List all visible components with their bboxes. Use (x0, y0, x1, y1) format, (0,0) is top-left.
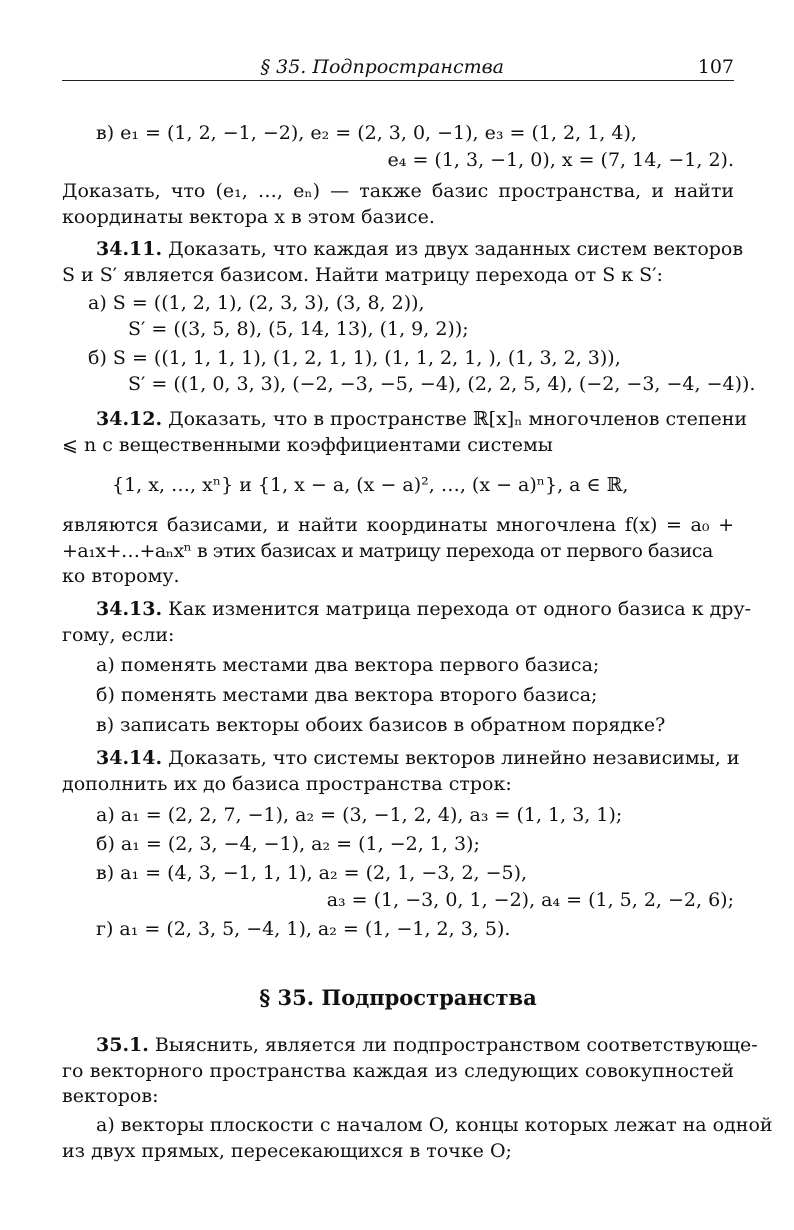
problem-number: 35.1. (96, 1034, 149, 1056)
list-item: б) a₁ = (2, 3, −4, −1), a₂ = (1, −2, 1, 3); (96, 833, 480, 855)
problem-34-10-c-line2: e₄ = (1, 3, −1, 0), x = (7, 14, −1, 2). (387, 149, 734, 171)
text-line: дополнить их до базиса пространства строк: (62, 773, 512, 795)
text-line: го векторного пространства каждая из следующих совокупностей (62, 1060, 734, 1082)
formula-line: S′ = ((3, 5, 8), (5, 14, 13), (1, 9, 2)); (128, 318, 469, 340)
header-title: § 35. Подпространства (260, 56, 504, 78)
list-item-continuation: a₃ = (1, −3, 0, 1, −2), a₄ = (1, 5, 2, −2, 6); (326, 889, 734, 911)
text-line: +a₁x+…+aₙxⁿ в этих базисах и матрицу перехода от первого базиса (62, 540, 713, 562)
section-heading: § 35. Подпространства (259, 985, 537, 1010)
list-item: б) поменять местами два вектора второго базиса; (96, 684, 598, 706)
list-item: а) векторы плоскости с началом O, концы которых лежат на одной (96, 1114, 773, 1136)
running-header (62, 56, 734, 81)
problem-34-11-statement (62, 236, 744, 262)
text-line: из двух прямых, пересекающихся в точке O; (62, 1140, 512, 1162)
text-line: векторов: (62, 1085, 159, 1107)
problem-number: 34.13. (96, 598, 163, 620)
list-item: в) a₁ = (4, 3, −1, 1, 1), a₂ = (2, 1, −3, 2, −5), (96, 862, 528, 884)
text-line: S и S′ является базисом. Найти матрицу перехода от S к S′: (62, 264, 663, 286)
problem-text: Доказать, что в пространстве ℝ[x]ₙ многочленов степени (162, 408, 748, 430)
problem-35-1-statement (62, 1032, 758, 1058)
list-item: а) поменять местами два вектора первого базиса; (96, 654, 600, 676)
text-line: ко второму. (62, 565, 180, 587)
problem-34-14-statement (62, 745, 740, 771)
problem-number: 34.14. (96, 747, 163, 769)
page-number: 107 (697, 56, 734, 78)
list-item: а) a₁ = (2, 2, 7, −1), a₂ = (3, −1, 2, 4), a₃ = (1, 1, 3, 1); (96, 804, 623, 826)
text-line: являются базисами, и найти координаты многочлена f(x) = a₀ + (62, 514, 734, 536)
problem-number: 34.11. (96, 238, 163, 260)
problem-34-12-statement (62, 406, 748, 432)
text-line: координаты вектора x в этом базисе. (62, 206, 435, 228)
formula-line: б) S = ((1, 1, 1, 1), (1, 2, 1, 1), (1, 1, 2, 1, ), (1, 3, 2, 3)), (88, 347, 621, 369)
problem-text: Доказать, что системы векторов линейно независимы, и (162, 747, 740, 769)
list-item: г) a₁ = (2, 3, 5, −4, 1), a₂ = (1, −1, 2, 3, 5). (96, 918, 511, 940)
problem-34-10-c-line1: в) e₁ = (1, 2, −1, −2), e₂ = (2, 3, 0, −1), e₃ = (1, 2, 1, 4), (96, 122, 637, 144)
problem-text: Выяснить, является ли подпространством соответствующе- (148, 1034, 758, 1056)
text-line: Доказать, что (e₁, …, eₙ) — также базис пространства, и найти (62, 180, 734, 202)
formula-line: а) S = ((1, 2, 1), (2, 3, 3), (3, 8, 2)), (88, 292, 425, 314)
problem-number: 34.12. (96, 408, 163, 430)
list-item: в) записать векторы обоих базисов в обратном порядке? (96, 714, 666, 736)
formula-line: S′ = ((1, 0, 3, 3), (−2, −3, −5, −4), (2, 2, 5, 4), (−2, −3, −4, −4)). (128, 373, 756, 395)
text-line: гому, если: (62, 624, 175, 646)
problem-34-13-statement (62, 596, 752, 622)
display-formula: {1, x, …, xⁿ} и {1, x − a, (x − a)², …, (x − a)ⁿ}, a ∈ ℝ, (112, 474, 629, 496)
problem-text: Доказать, что каждая из двух заданных систем векторов (162, 238, 744, 260)
text-line: ⩽ n с вещественными коэффициентами системы (62, 434, 553, 456)
problem-text: Как изменится матрица перехода от одного базиса к дру- (162, 598, 752, 620)
